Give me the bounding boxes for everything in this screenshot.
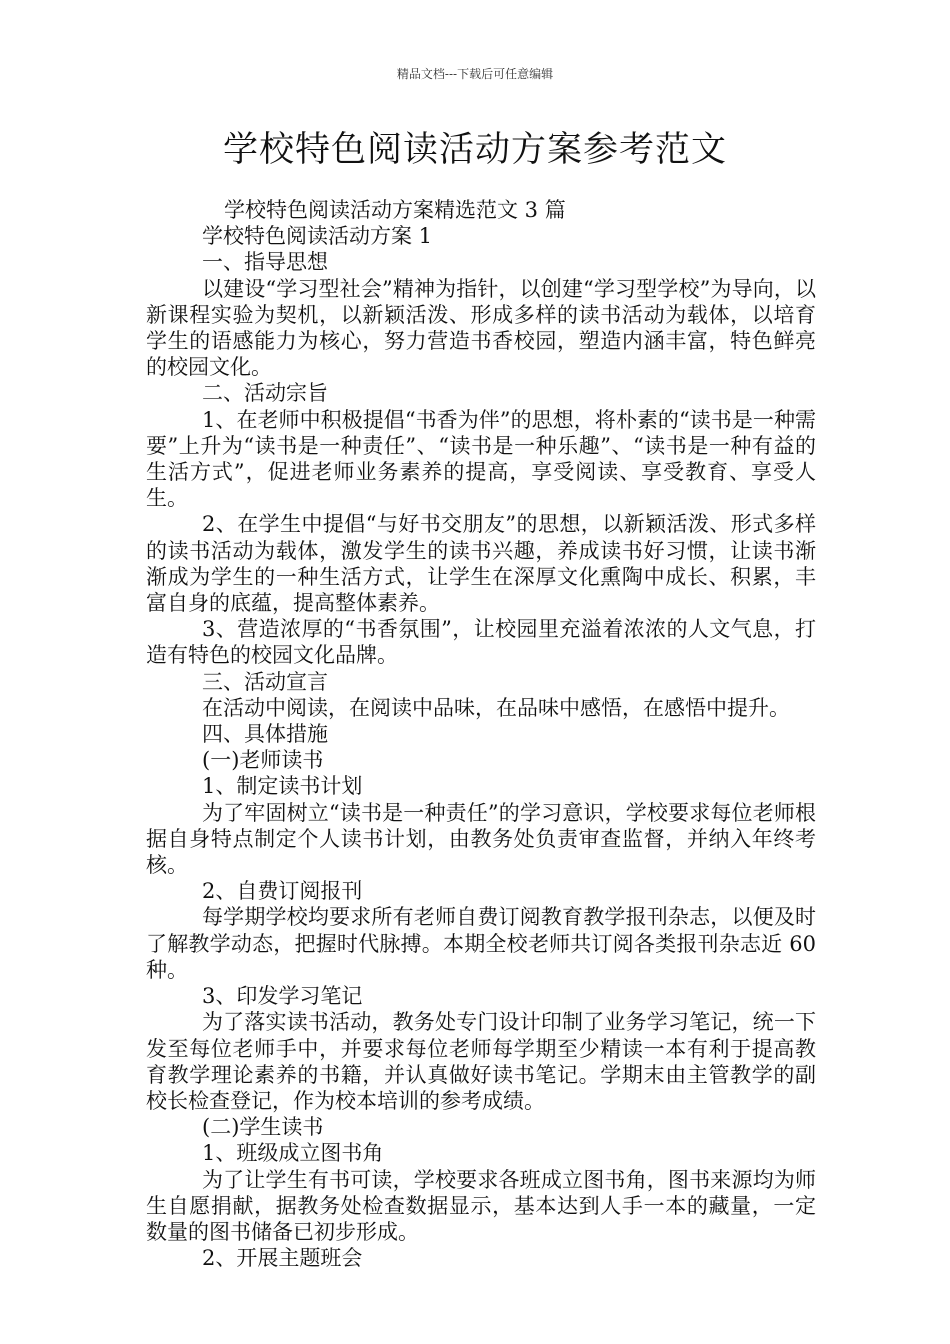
body-paragraph: 2、开展主题班会	[202, 1246, 363, 1271]
body-paragraph: 2、在学生中提倡“与好书交朋友”的思想，以新颖活泼、形式多样的读书活动为载体，激发学生的读书兴趣，养成读书好习惯，让读书渐渐成为学生的一种生活方式，让学生在深厚文化熏陶中成长、积累，丰富自身的底蕴，提高整体素养。	[146, 512, 816, 616]
body-paragraph: 在活动中阅读，在阅读中品味，在品味中感悟，在感悟中提升。	[202, 695, 790, 720]
body-paragraph: 学校特色阅读活动方案 1	[202, 224, 433, 249]
body-paragraph: 四、具体措施	[202, 722, 328, 747]
body-paragraph: 一、指导思想	[202, 250, 328, 275]
body-paragraph: 二、活动宗旨	[202, 381, 328, 406]
document-title: 学校特色阅读活动方案参考范文	[222, 130, 727, 170]
document-body	[146, 197, 816, 1271]
body-paragraph: (二)学生读书	[202, 1115, 324, 1140]
body-paragraph: 1、制定读书计划	[202, 774, 363, 799]
body-paragraph: 3、印发学习笔记	[202, 984, 363, 1009]
body-paragraph: 1、在老师中积极提倡“书香为伴”的思想，将朴素的“读书是一种需要”上升为“读书是一种责任”、“读书是一种乐趣”、“读书是一种有益的生活方式”，促进老师业务素养的提高，享受阅读、享受教育、享受人生。	[146, 407, 816, 511]
body-paragraph: 3、营造浓厚的“书香氛围”，让校园里充溢着浓浓的人文气息，打造有特色的校园文化品牌。	[146, 617, 816, 668]
body-paragraph: 为了让学生有书可读，学校要求各班成立图书角，图书来源均为师生自愿捐献，据教务处检查数据显示，基本达到人手一本的藏量，一定数量的图书储备已初步形成。	[146, 1167, 816, 1244]
body-paragraph: (一)老师读书	[202, 748, 324, 773]
body-paragraph: 三、活动宣言	[202, 669, 328, 694]
body-paragraph: 1、班级成立图书角	[202, 1141, 384, 1166]
body-paragraph: 学校特色阅读活动方案精选范文 3 篇	[224, 198, 566, 222]
body-paragraph: 每学期学校均要求所有老师自费订阅教育教学报刊杂志，以便及时了解教学动态，把握时代脉搏。本期全校老师共订阅各类报刊杂志近 60 种。	[146, 905, 816, 982]
body-paragraph: 为了落实读书活动，教务处专门设计印制了业务学习笔记，统一下发至每位老师手中，并要求每位老师每学期至少精读一本有利于提高教育教学理论素养的书籍，并认真做好读书笔记。学期末由主管教学的副校长检查登记，作为校本培训的参考成绩。	[146, 1010, 816, 1113]
body-paragraph: 2、自费订阅报刊	[202, 879, 363, 904]
body-paragraph: 为了牢固树立“读书是一种责任”的学习意识，学校要求每位老师根据自身特点制定个人读书计划，由教务处负责审查监督，并纳入年终考核。	[146, 800, 816, 878]
page-header-note: 精品文档---下载后可任意编辑	[396, 67, 554, 81]
body-paragraph: 以建设“学习型社会”精神为指针，以创建“学习型学校”为导向，以新课程实验为契机，以新颖活泼、形成多样的读书活动为载体，以培育学生的语感能力为核心，努力营造书香校园，塑造内涵丰富，特色鲜亮的校园文化。	[146, 276, 816, 380]
